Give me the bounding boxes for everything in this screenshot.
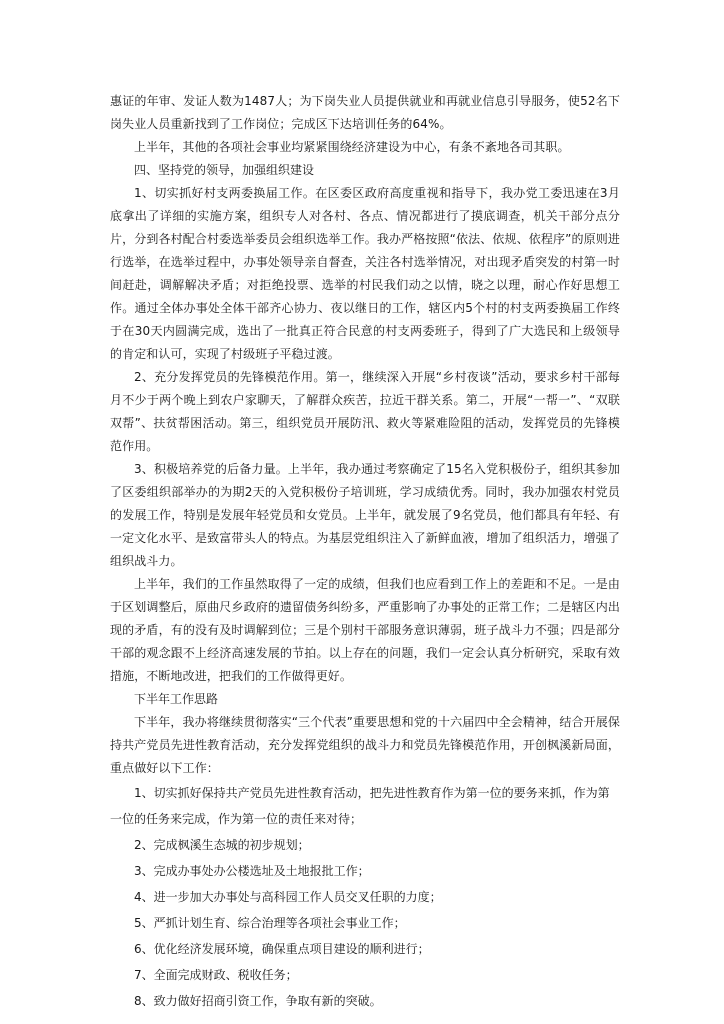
list-item: 5、严抓计划生育、综合治理等各项社会事业工作； <box>134 916 406 930</box>
list-item: 2、完成枫溪生态城的初步规划； <box>134 838 310 852</box>
list-item: 4、进一步加大办事处与高科园工作人员交叉任职的力度； <box>134 890 442 904</box>
paragraph-shortcomings: 上半年，我们的工作虽然取得了一定的成绩，但我们也应看到工作上的差距和不足。一是由于区划调整后，原曲尺乡政府的遗留债务纠纷多，严重影响了办事处的正常工作；二是辖区内出现的矛盾，有的没有及时调解到位；三是个别村干部服务意识薄弱，班子战斗力不强；四是部分干部的观念跟不上经济高速发展的节拍。以上存在的问题，我们一定会认真分析研究，采取有效措施，不断地改进，把我们的工作做得更好。 <box>110 577 620 683</box>
list-item: 1、切实抓好保持共产党员先进性教育活动，把先进性教育作为第一位的要务来抓，作为第一位的任务来完成，作为第一位的责任来对待； <box>110 786 610 826</box>
section-heading-party-leadership: 四、坚持党的领导，加强组织建设 <box>134 163 315 177</box>
paragraph-social-affairs: 上半年，其他的各项社会事业均紧紧围绕经济建设为中心，有条不紊地各司其职。 <box>134 140 570 154</box>
paragraph-second-half-intro: 下半年，我办将继续贯彻落实“三个代表”重要思想和党的十六届四中全会精神，结合开展保持共产党员先进性教育活动，充分发挥党组织的战斗力和党员先锋模范作用，开创枫溪新局面，重点做好以下工作： <box>110 715 620 775</box>
list-item: 3、完成办事处办公楼选址及土地报批工作； <box>134 864 370 878</box>
paragraph-employment-summary: 惠证的年审、发证人数为1487人；为下岗失业人员提供就业和再就业信息引导服务，使52名下岗失业人员重新找到了工作岗位；完成区下达培训任务的64%。 <box>110 94 620 131</box>
paragraph-party-member-role: 2、充分发挥党员的先锋模范作用。第一，继续深入开展“乡村夜谈”活动，要求乡村干部每月不少于两个晚上到农户家聊天，了解群众疾苦，拉近干群关系。第二，开展“一帮一”、“双联双帮”、扶贫帮困活动。第三，组织党员开展防汛、救火等紧难险阻的活动，发挥党员的先锋模范作用。 <box>110 370 620 453</box>
paragraph-village-election: 1、切实抓好村支两委换届工作。在区委区政府高度重视和指导下，我办党工委迅速在3月底拿出了详细的实施方案，组织专人对各村、各点、情况都进行了摸底调查，机关干部分点分片，分到各村配合村委选举委员会组织选举工作。我办严格按照“依法、依规、依程序”的原则进行选举，在选举过程中，办事处领导亲自督查，关注各村选举情况，对出现矛盾突发的村第一时间赶赴，调解解决矛盾；对拒绝投票、选举的村民我们动之以情，晓之以理，耐心作好思想工作。通过全体办事处全体干部齐心协力、夜以继日的工作，辖区内5个村的村支两委换届工作终于在30天内圆满完成，选出了一批真正符合民意的村支两委班子，得到了广大选民和上级领导的肯定和认可，实现了村级班子平稳过渡。 <box>110 186 620 361</box>
list-item: 8、致力做好招商引资工作，争取有新的突破。 <box>134 994 382 1008</box>
document-page <box>110 90 620 1014</box>
paragraph-reserve-force: 3、积极培养党的后备力量。上半年，我办通过考察确定了15名入党积极份子，组织其参加了区委组织部举办的为期2天的入党积极份子培训班，学习成绩优秀。同时，我办加强农村党员的发展工作，特别是发展年轻党员和女党员。上半年，就发展了9名党员，他们都具有年轻、有一定文化水平、是致富带头人的特点。为基层党组织注入了新鲜血液，增加了组织活力，增强了组织战斗力。 <box>110 462 620 568</box>
list-item: 6、优化经济发展环境，确保重点项目建设的顺利进行； <box>134 942 430 956</box>
list-item: 7、全面完成财政、税收任务； <box>134 968 298 982</box>
section-heading-second-half-plan: 下半年工作思路 <box>134 692 219 706</box>
